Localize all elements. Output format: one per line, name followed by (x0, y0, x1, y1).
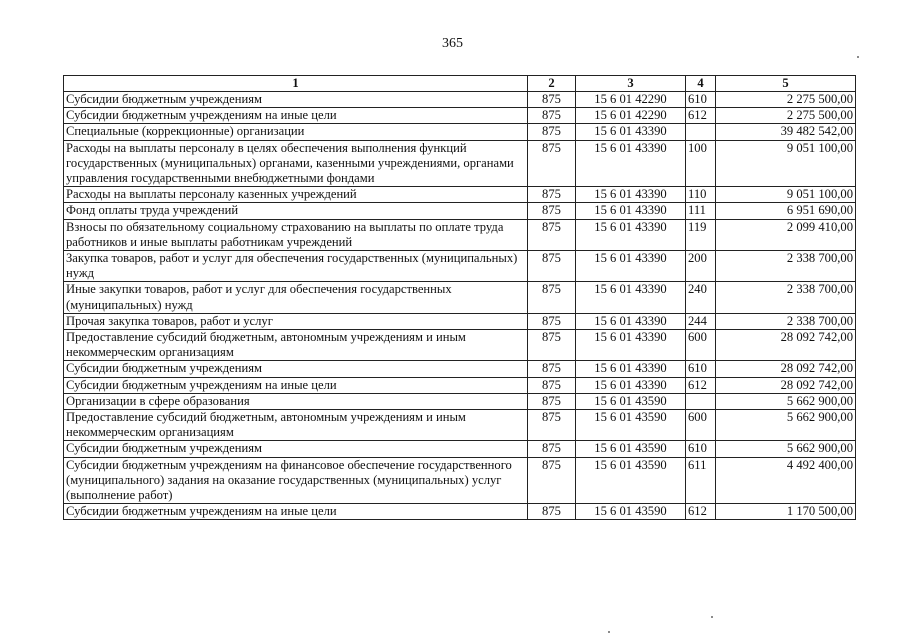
table-row (64, 140, 856, 187)
header-cell-3: 3 (576, 76, 686, 92)
target-article-cell: 15 6 01 43390 (576, 282, 686, 313)
amount-cell: 2 099 410,00 (716, 219, 856, 250)
expense-name-cell: Иные закупки товаров, работ и услуг для обеспечения государственных (муниципальных) нужд (64, 282, 528, 313)
table-row (64, 330, 856, 361)
expense-name-cell: Расходы на выплаты персоналу казенных учреждений (64, 187, 528, 203)
target-article-cell: 15 6 01 43390 (576, 124, 686, 140)
department-code-cell: 875 (528, 330, 576, 361)
expense-type-cell: 200 (686, 251, 716, 282)
table-row (64, 441, 856, 457)
expense-name-cell: Субсидии бюджетным учреждениям на иные цели (64, 377, 528, 393)
table-row (64, 410, 856, 441)
table-row (64, 282, 856, 313)
expense-type-cell: 110 (686, 187, 716, 203)
department-code-cell: 875 (528, 441, 576, 457)
expense-type-cell (686, 393, 716, 409)
amount-cell: 4 492 400,00 (716, 457, 856, 504)
department-code-cell: 875 (528, 313, 576, 329)
table-row (64, 219, 856, 250)
header-cell-2: 2 (528, 76, 576, 92)
target-article-cell: 15 6 01 43390 (576, 203, 686, 219)
amount-cell: 28 092 742,00 (716, 377, 856, 393)
amount-cell: 28 092 742,00 (716, 330, 856, 361)
department-code-cell: 875 (528, 124, 576, 140)
amount-cell: 39 482 542,00 (716, 124, 856, 140)
expense-name-cell: Субсидии бюджетным учреждениям на иные цели (64, 108, 528, 124)
expense-type-cell: 600 (686, 410, 716, 441)
expense-name-cell: Фонд оплаты труда учреждений (64, 203, 528, 219)
expense-name-cell: Субсидии бюджетным учреждениям на финансовое обеспечение государственного (муниципального) задания на оказание государственных (муниципальных) услуг (выполнение работ) (64, 457, 528, 504)
amount-cell: 5 662 900,00 (716, 441, 856, 457)
amount-cell: 5 662 900,00 (716, 393, 856, 409)
expense-type-cell: 612 (686, 377, 716, 393)
expense-name-cell: Субсидии бюджетным учреждениям на иные цели (64, 504, 528, 520)
table-row (64, 187, 856, 203)
expense-name-cell: Взносы по обязательному социальному страхованию на выплаты по оплате труда работников и иные выплаты работникам учреждений (64, 219, 528, 250)
table-row (64, 92, 856, 108)
target-article-cell: 15 6 01 43390 (576, 377, 686, 393)
expense-name-cell: Расходы на выплаты персоналу в целях обеспечения выполнения функций государственных (муниципальных) органами, казенными учреждениями, органами управления государственными внебюджетными фондами (64, 140, 528, 187)
amount-cell: 9 051 100,00 (716, 140, 856, 187)
expense-name-cell: Субсидии бюджетным учреждениям (64, 361, 528, 377)
budget-table (63, 75, 856, 520)
target-article-cell: 15 6 01 43390 (576, 251, 686, 282)
department-code-cell: 875 (528, 377, 576, 393)
amount-cell: 5 662 900,00 (716, 410, 856, 441)
department-code-cell: 875 (528, 203, 576, 219)
department-code-cell: 875 (528, 504, 576, 520)
amount-cell: 2 338 700,00 (716, 251, 856, 282)
table-row (64, 313, 856, 329)
table-row (64, 457, 856, 504)
expense-name-cell: Организации в сфере образования (64, 393, 528, 409)
department-code-cell: 875 (528, 282, 576, 313)
expense-type-cell: 610 (686, 441, 716, 457)
target-article-cell: 15 6 01 43390 (576, 313, 686, 329)
page-number: 365 (442, 36, 463, 51)
amount-cell: 28 092 742,00 (716, 361, 856, 377)
expense-name-cell: Предоставление субсидий бюджетным, автономным учреждениям и иным некоммерческим организациям (64, 410, 528, 441)
target-article-cell: 15 6 01 43590 (576, 441, 686, 457)
table-row (64, 504, 856, 520)
expense-type-cell: 600 (686, 330, 716, 361)
amount-cell: 2 338 700,00 (716, 282, 856, 313)
target-article-cell: 15 6 01 42290 (576, 108, 686, 124)
expense-type-cell: 119 (686, 219, 716, 250)
expense-type-cell: 610 (686, 92, 716, 108)
department-code-cell: 875 (528, 108, 576, 124)
expense-name-cell: Субсидии бюджетным учреждениям (64, 92, 528, 108)
table-row (64, 393, 856, 409)
scan-speck (608, 631, 610, 633)
expense-type-cell: 611 (686, 457, 716, 504)
target-article-cell: 15 6 01 43390 (576, 140, 686, 187)
target-article-cell: 15 6 01 43390 (576, 187, 686, 203)
amount-cell: 2 275 500,00 (716, 108, 856, 124)
amount-cell: 2 275 500,00 (716, 92, 856, 108)
target-article-cell: 15 6 01 43590 (576, 393, 686, 409)
expense-name-cell: Прочая закупка товаров, работ и услуг (64, 313, 528, 329)
table-row (64, 377, 856, 393)
table-row (64, 203, 856, 219)
target-article-cell: 15 6 01 43590 (576, 410, 686, 441)
expense-type-cell: 610 (686, 361, 716, 377)
department-code-cell: 875 (528, 410, 576, 441)
expense-name-cell: Специальные (коррекционные) организации (64, 124, 528, 140)
amount-cell: 1 170 500,00 (716, 504, 856, 520)
department-code-cell: 875 (528, 361, 576, 377)
target-article-cell: 15 6 01 43590 (576, 504, 686, 520)
table-row (64, 251, 856, 282)
expense-name-cell: Субсидии бюджетным учреждениям (64, 441, 528, 457)
expense-name-cell: Закупка товаров, работ и услуг для обеспечения государственных (муниципальных) нужд (64, 251, 528, 282)
expense-type-cell: 612 (686, 504, 716, 520)
amount-cell: 6 951 690,00 (716, 203, 856, 219)
amount-cell: 9 051 100,00 (716, 187, 856, 203)
header-cell-1: 1 (64, 76, 528, 92)
scan-speck (711, 616, 713, 618)
table-row (64, 124, 856, 140)
scan-speck (857, 56, 859, 58)
department-code-cell: 875 (528, 92, 576, 108)
table-header-row (64, 76, 856, 92)
expense-type-cell: 244 (686, 313, 716, 329)
department-code-cell: 875 (528, 140, 576, 187)
department-code-cell: 875 (528, 187, 576, 203)
department-code-cell: 875 (528, 457, 576, 504)
table-row (64, 361, 856, 377)
table-row (64, 108, 856, 124)
header-cell-4: 4 (686, 76, 716, 92)
expense-type-cell: 240 (686, 282, 716, 313)
expense-name-cell: Предоставление субсидий бюджетным, автономным учреждениям и иным некоммерческим организациям (64, 330, 528, 361)
header-cell-5: 5 (716, 76, 856, 92)
department-code-cell: 875 (528, 393, 576, 409)
expense-type-cell: 100 (686, 140, 716, 187)
target-article-cell: 15 6 01 43390 (576, 219, 686, 250)
target-article-cell: 15 6 01 42290 (576, 92, 686, 108)
target-article-cell: 15 6 01 43390 (576, 330, 686, 361)
expense-type-cell (686, 124, 716, 140)
department-code-cell: 875 (528, 251, 576, 282)
department-code-cell: 875 (528, 219, 576, 250)
target-article-cell: 15 6 01 43390 (576, 361, 686, 377)
expense-type-cell: 111 (686, 203, 716, 219)
target-article-cell: 15 6 01 43590 (576, 457, 686, 504)
amount-cell: 2 338 700,00 (716, 313, 856, 329)
expense-type-cell: 612 (686, 108, 716, 124)
